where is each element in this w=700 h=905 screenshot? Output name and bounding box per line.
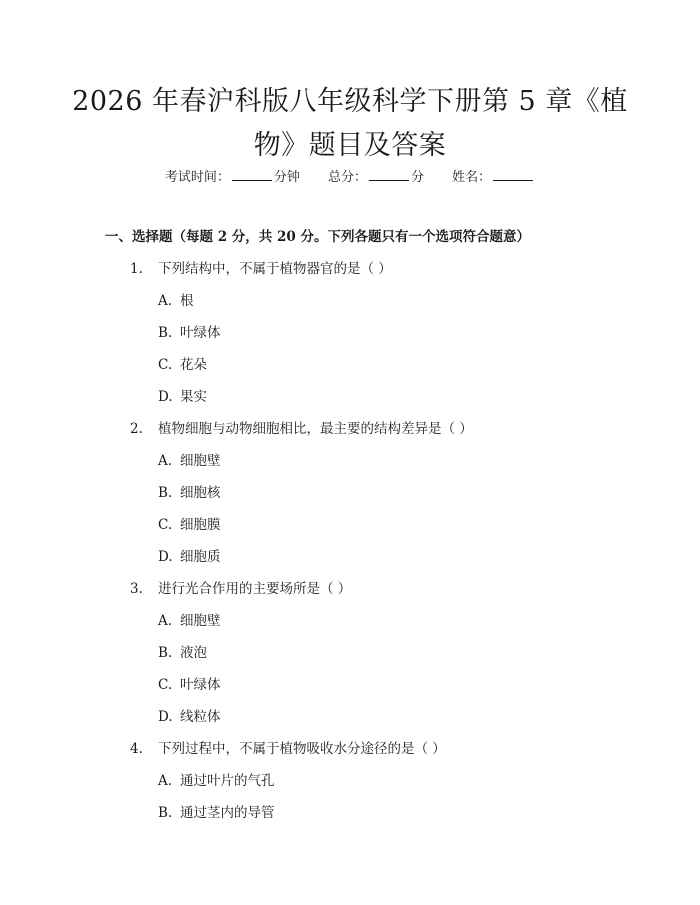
option-letter: A.: [158, 293, 173, 309]
exam-time-label: 考试时间：: [164, 170, 230, 185]
option-text: 根: [180, 293, 194, 309]
total-score-field: [328, 168, 424, 188]
title-line-1: 2026 年春沪科版八年级科学下册第 5 章《植: [72, 86, 628, 117]
option-text: 细胞壁: [180, 613, 221, 629]
name-label: 姓名：: [452, 170, 492, 185]
answer-option: [0, 771, 700, 803]
document-title: [70, 80, 630, 168]
option-text: 通过叶片的气孔: [180, 773, 275, 789]
exam-time-blank: [232, 168, 272, 181]
question-item: [0, 259, 700, 419]
option-text: 果实: [180, 389, 207, 405]
option-letter: A.: [158, 613, 173, 629]
answer-option: [0, 483, 700, 515]
total-score-label: 总分：: [327, 170, 367, 185]
question-stem: [0, 259, 700, 291]
answer-option: [0, 611, 700, 643]
option-text: 液泡: [180, 645, 207, 661]
name-field: [452, 168, 535, 188]
option-text: 细胞质: [180, 549, 221, 565]
question-stem: [0, 419, 700, 451]
option-letter: B.: [158, 645, 173, 661]
question-stem: [0, 739, 700, 771]
answer-option: [0, 451, 700, 483]
option-letter: B.: [158, 805, 173, 821]
answer-option: [0, 355, 700, 387]
question-number: 2.: [130, 421, 143, 437]
option-letter: B.: [158, 325, 173, 341]
option-letter: D.: [158, 549, 173, 565]
name-blank: [493, 168, 533, 181]
option-letter: A.: [158, 773, 173, 789]
question-number: 4.: [130, 741, 143, 757]
answer-option: [0, 803, 700, 835]
question-text: 植物细胞与动物细胞相比，最主要的结构差异是（ ）: [158, 421, 473, 437]
option-letter: A.: [158, 453, 173, 469]
option-letter: D.: [158, 709, 173, 725]
answer-option: [0, 323, 700, 355]
exam-info-line: [0, 168, 700, 188]
section-title: 一、选择题（每题 2 分，共 20 分。下列各题只有一个选项符合题意）: [105, 229, 530, 245]
answer-option: [0, 291, 700, 323]
answer-option: [0, 643, 700, 675]
question-item: [0, 579, 700, 739]
option-text: 细胞膜: [180, 517, 221, 533]
question-text: 下列过程中，不属于植物吸收水分途径的是（ ）: [158, 741, 446, 757]
answer-option: [0, 707, 700, 739]
option-text: 叶绿体: [180, 677, 221, 693]
option-text: 花朵: [180, 357, 207, 373]
exam-time-unit: 分钟: [273, 170, 300, 185]
question-item: [0, 419, 700, 579]
question-stem: [0, 579, 700, 611]
total-score-unit: 分: [411, 170, 425, 185]
answer-option: [0, 675, 700, 707]
question-item: [0, 739, 700, 835]
exam-time-field: [165, 168, 300, 188]
option-text: 线粒体: [180, 709, 221, 725]
question-text: 下列结构中，不属于植物器官的是（ ）: [158, 261, 392, 277]
answer-option: [0, 387, 700, 419]
question-text: 进行光合作用的主要场所是（ ）: [158, 581, 352, 597]
option-letter: C.: [158, 677, 173, 693]
option-text: 细胞壁: [180, 453, 221, 469]
question-number: 1.: [130, 261, 143, 277]
option-letter: C.: [158, 517, 173, 533]
option-text: 叶绿体: [180, 325, 221, 341]
option-letter: B.: [158, 485, 173, 501]
question-list: [0, 259, 700, 835]
answer-option: [0, 547, 700, 579]
option-text: 细胞核: [180, 485, 221, 501]
title-line-2: 物》题目及答案: [253, 130, 447, 161]
option-letter: D.: [158, 389, 173, 405]
total-score-blank: [369, 168, 409, 181]
answer-option: [0, 515, 700, 547]
option-letter: C.: [158, 357, 173, 373]
option-text: 通过茎内的导管: [180, 805, 275, 821]
question-number: 3.: [130, 581, 143, 597]
